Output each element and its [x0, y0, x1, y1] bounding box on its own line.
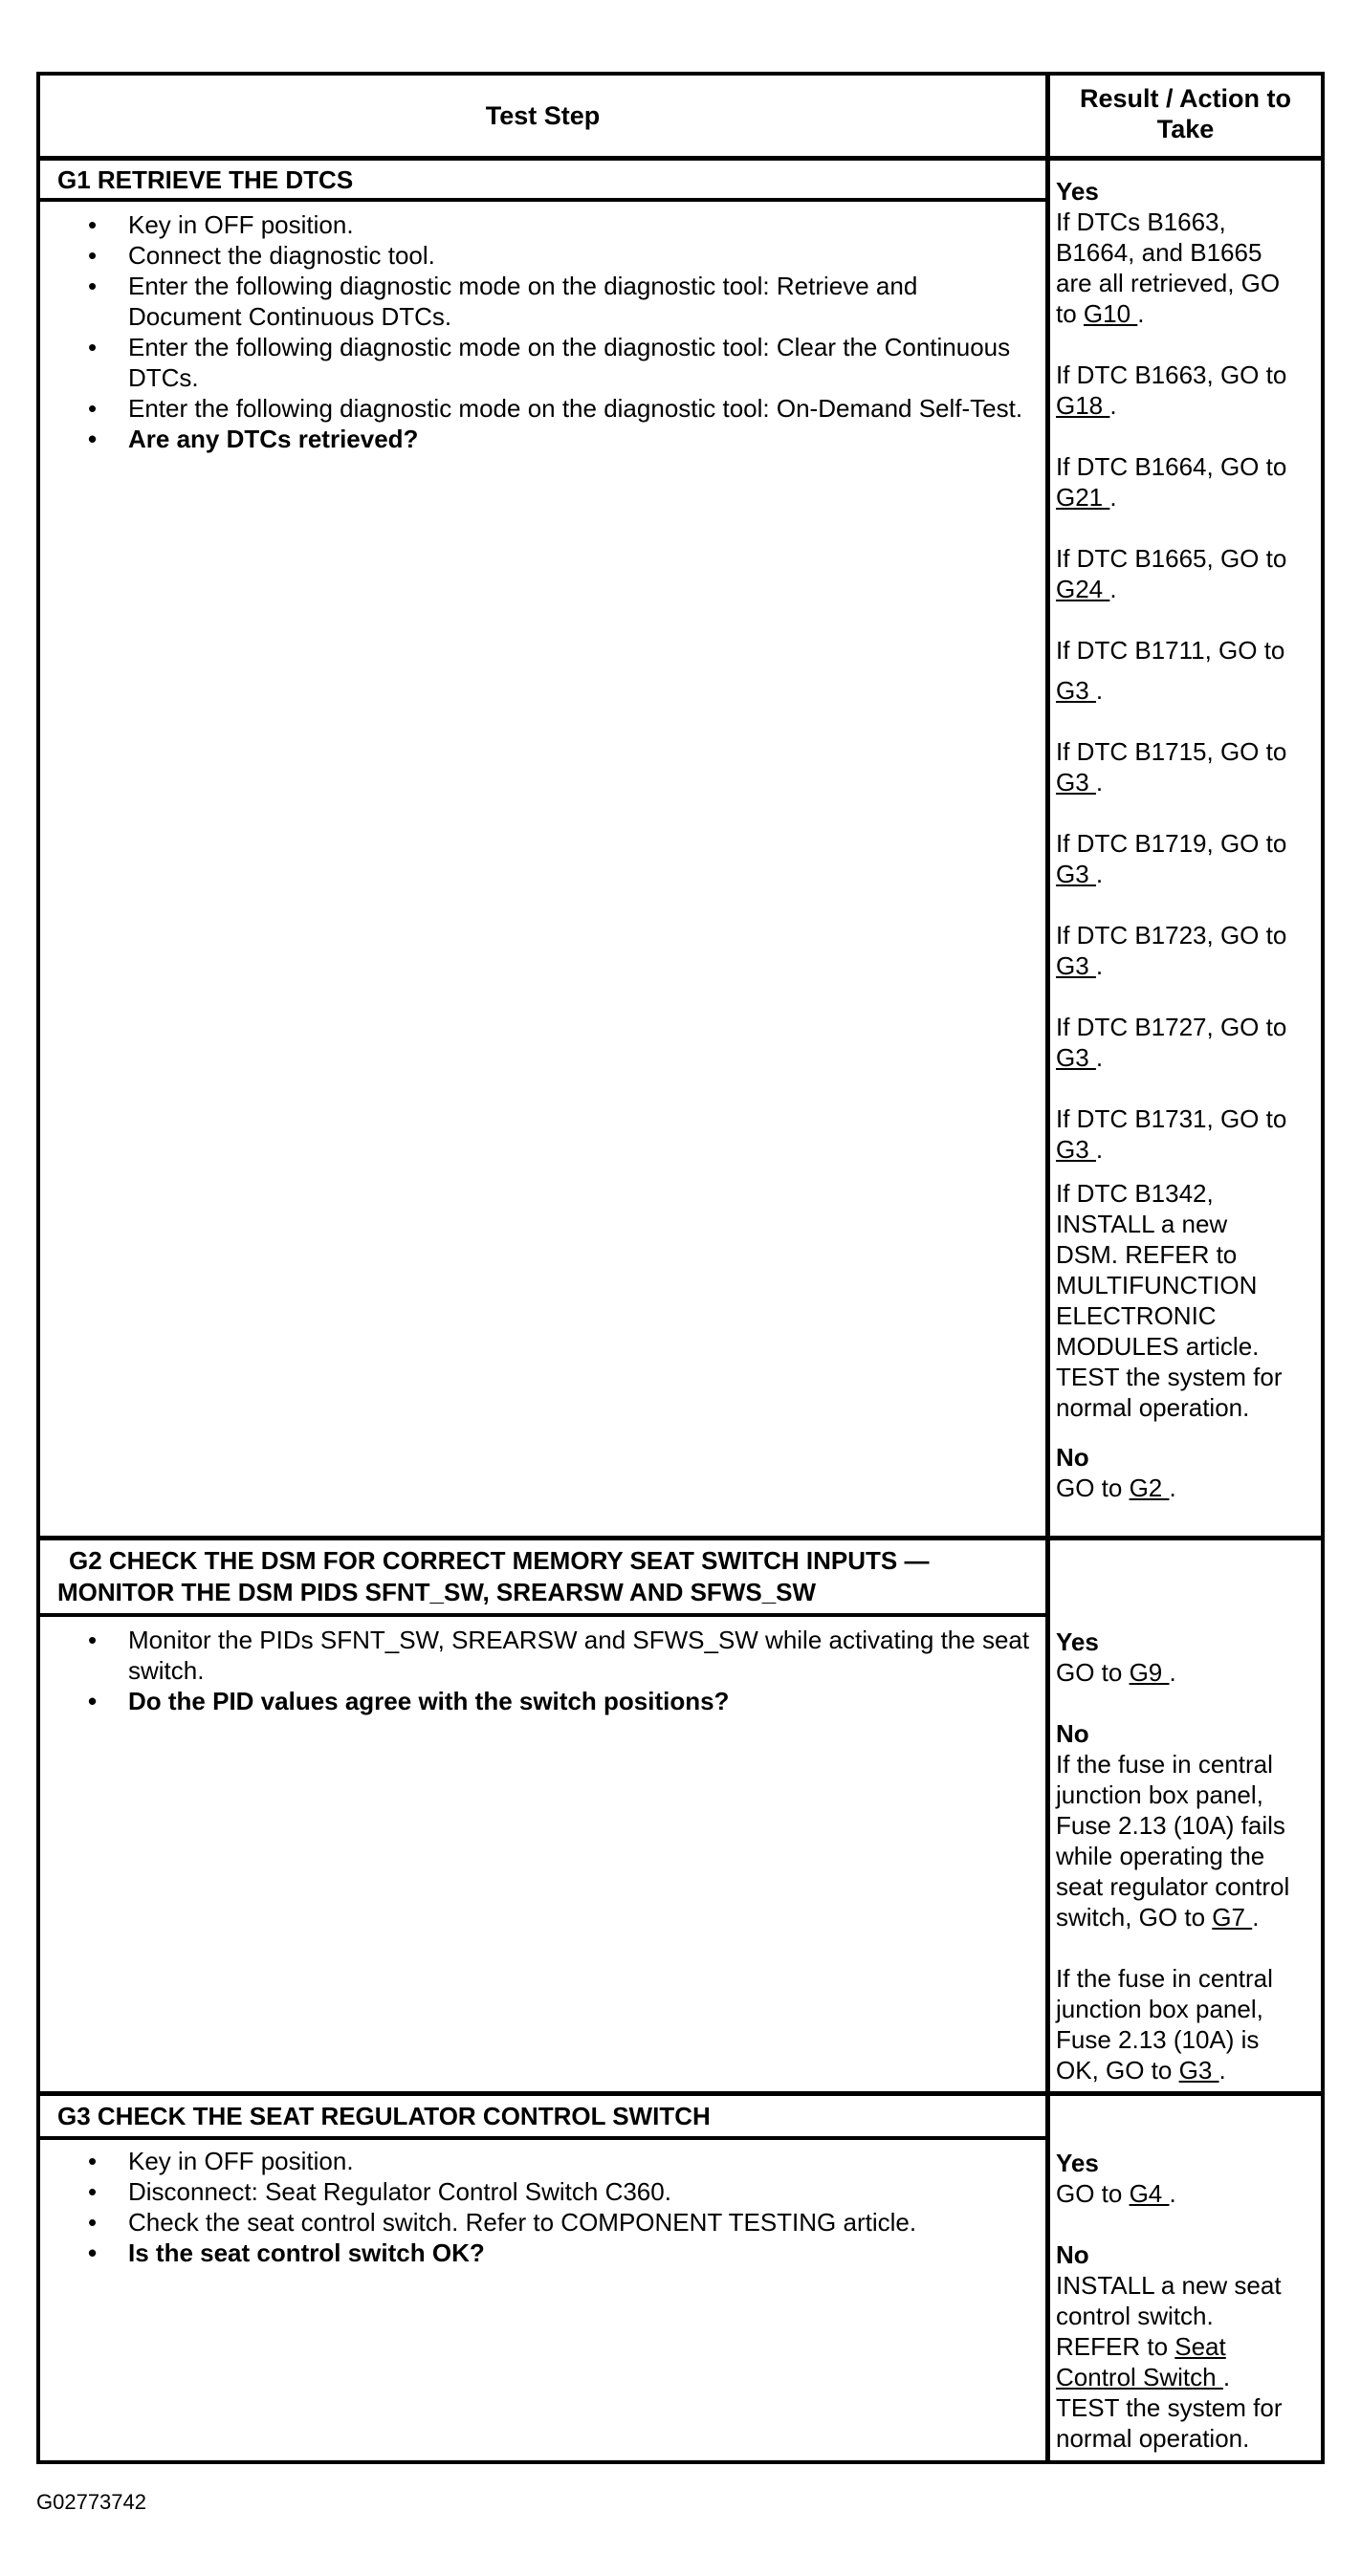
g1-result-text: B1664, and B1665 — [1056, 238, 1262, 267]
g3-result-text: TEST the system for — [1056, 2393, 1283, 2422]
g1-result-text: If DTC B1723, GO to — [1056, 921, 1287, 950]
g1-result-text: normal operation. — [1056, 1393, 1250, 1422]
link-g9[interactable]: G9 — [1129, 1658, 1170, 1687]
g2-result-text: junction box panel, — [1056, 1995, 1263, 2023]
g3-no-label: No — [1056, 2240, 1089, 2269]
g1-result-text: If DTC B1715, GO to — [1056, 737, 1287, 766]
g3-yes-text: GO to — [1056, 2179, 1130, 2208]
g1-results: Yes If DTCs B1663, B1664, and B1665 are all retrieved, GO to G10 . If DTC B1663, GO to G18 . If DTC B1664, GO to G21 . If DTC B1665, GO to G24 . If DTC B1711, GO to G3 . If DTC B1715, GO to G3 . If DTC B1719, GO to G3 . If DTC B1723, GO to G3 . If DTC B1727, GO to G3 . If DTC B1731, GO to G3 . If DTC B1342, INSTALL a new DSM. REFER to MULTIFUNCTION ELECTRONIC MODULES article. TEST the system for normal operation. No GO to G2 . — [1056, 176, 1357, 1503]
link-g3[interactable]: G3 — [1056, 860, 1096, 888]
g3-result-text: control switch. — [1056, 2302, 1214, 2330]
g1-result-text: ELECTRONIC — [1056, 1301, 1217, 1330]
g3-title-divider — [40, 2136, 1045, 2140]
g1-result-text: If DTC B1342, — [1056, 1179, 1214, 1208]
g2-no-label: No — [1056, 1719, 1089, 1748]
link-seat-control-switch[interactable]: Seat — [1174, 2332, 1226, 2361]
g1-yes-label: Yes — [1056, 177, 1099, 206]
diagnostic-table — [36, 72, 1325, 2464]
header-divider — [40, 156, 1321, 161]
g1-no-text: GO to — [1056, 1474, 1130, 1502]
g1-divider — [40, 1536, 1321, 1540]
g3-step: • Key in OFF position. — [88, 2146, 1035, 2176]
link-g18[interactable]: G18 — [1056, 391, 1110, 420]
header-result-line1: Result / Action to — [1080, 84, 1291, 113]
g1-result-text: INSTALL a new — [1056, 1210, 1228, 1238]
g1-title: G1 RETRIEVE THE DTCS — [57, 165, 354, 194]
link-g3[interactable]: G3 — [1178, 2056, 1219, 2085]
g2-title — [57, 1545, 929, 1608]
g1-step: • Connect the diagnostic tool. — [88, 240, 1035, 271]
column-divider — [1045, 76, 1050, 2460]
link-g2[interactable]: G2 — [1129, 1474, 1170, 1502]
g3-results: Yes GO to G4 . No INSTALL a new seat control switch. REFER to Seat Control Switch . TEST the system for normal operation. — [1056, 2148, 1357, 2454]
link-seat-control-switch[interactable]: Control Switch — [1056, 2363, 1223, 2391]
header-result-line2: Take — [1156, 115, 1215, 143]
g1-result-text: If DTC B1664, GO to — [1056, 452, 1287, 481]
g1-no-label: No — [1056, 1443, 1089, 1472]
link-g3[interactable]: G3 — [1056, 768, 1096, 797]
g1-result-text: If DTC B1663, GO to — [1056, 360, 1287, 389]
link-g3[interactable]: G3 — [1056, 951, 1096, 980]
g1-step: • Key in OFF position. — [88, 209, 1035, 240]
g2-result-text: If the fuse in central — [1056, 1750, 1273, 1779]
link-g7[interactable]: G7 — [1212, 1903, 1253, 1932]
g1-step: • Enter the following diagnostic mode on the diagnostic tool: Clear the Continuous DTCs. — [88, 332, 1035, 393]
g3-step: • Disconnect: Seat Regulator Control Switch C360. — [88, 2176, 1035, 2207]
g2-title-line2: MONITOR THE DSM PIDS SFNT_SW, SREARSW AND SFWS_SW — [57, 1578, 817, 1606]
g2-result-text: Fuse 2.13 (10A) is — [1056, 2025, 1260, 2054]
g2-yes-text: GO to — [1056, 1658, 1130, 1687]
link-g10[interactable]: G10 — [1083, 299, 1138, 328]
figure-id: G02773742 — [36, 2490, 146, 2514]
g1-result-text: If DTC B1719, GO to — [1056, 829, 1287, 858]
g1-result-text: are all retrieved, GO — [1056, 269, 1281, 297]
g2-results: Yes GO to G9 . No If the fuse in central junction box panel, Fuse 2.13 (10A) fails while operating the seat regulator control switch, GO to G7 . If the fuse in central junction box panel, Fuse 2.13 (10A) is OK, GO to G3 . — [1056, 1626, 1357, 2085]
g3-question: • Is the seat control switch OK? — [88, 2238, 1035, 2268]
g1-result-text: If DTC B1731, GO to — [1056, 1104, 1287, 1133]
g2-result-text: Fuse 2.13 (10A) fails — [1056, 1811, 1285, 1840]
g2-result-text: while operating the — [1056, 1842, 1265, 1870]
g1-result-text: TEST the system for — [1056, 1363, 1283, 1391]
g1-step: • Enter the following diagnostic mode on the diagnostic tool: Retrieve and Document Continuous DTCs. — [88, 271, 1035, 332]
link-g4[interactable]: G4 — [1129, 2179, 1170, 2208]
g3-result-text: REFER to — [1056, 2332, 1175, 2361]
g1-result-text: to — [1056, 299, 1084, 328]
g1-result-text: DSM. REFER to — [1056, 1240, 1238, 1269]
g2-title-divider — [40, 1613, 1045, 1617]
g1-result-text: If DTC B1727, GO to — [1056, 1013, 1287, 1041]
g1-dtc-b1342 — [1056, 1178, 1357, 1423]
g2-divider — [40, 2091, 1321, 2096]
g2-yes-label: Yes — [1056, 1627, 1099, 1656]
g3-title: G3 CHECK THE SEAT REGULATOR CONTROL SWITCH — [57, 2102, 711, 2130]
g2-question: • Do the PID values agree with the switch positions? — [88, 1686, 1035, 1716]
header-test-step: Test Step — [485, 101, 601, 130]
g1-steps — [88, 209, 1035, 454]
g1-step: • Enter the following diagnostic mode on the diagnostic tool: On-Demand Self-Test. — [88, 393, 1035, 424]
g2-result-text: seat regulator control — [1056, 1872, 1290, 1901]
link-g21[interactable]: G21 — [1056, 483, 1110, 512]
g1-question: • Are any DTCs retrieved? — [88, 424, 1035, 454]
link-g3[interactable]: G3 — [1056, 676, 1096, 705]
g1-title-divider — [40, 198, 1045, 202]
g3-steps — [88, 2146, 1035, 2268]
g3-result-text: INSTALL a new seat — [1056, 2271, 1282, 2300]
g2-result-text: If the fuse in central — [1056, 1964, 1273, 1993]
g2-result-text: OK, GO to — [1056, 2056, 1179, 2085]
link-g24[interactable]: G24 — [1056, 575, 1110, 603]
g3-result-text: normal operation. — [1056, 2424, 1250, 2453]
g1-result-text: MODULES article. — [1056, 1332, 1260, 1361]
header-result-action — [1050, 83, 1321, 144]
g1-result-text: If DTC B1665, GO to — [1056, 544, 1287, 573]
g2-steps — [88, 1625, 1035, 1716]
g3-yes-label: Yes — [1056, 2149, 1099, 2177]
g2-step: • Monitor the PIDs SFNT_SW, SREARSW and SFWS_SW while activating the seat switch. — [88, 1625, 1035, 1686]
link-g3[interactable]: G3 — [1056, 1043, 1096, 1072]
g2-result-text: switch, GO to — [1056, 1903, 1213, 1932]
g2-result-text: junction box panel, — [1056, 1780, 1263, 1809]
g2-title-line1: G2 CHECK THE DSM FOR CORRECT MEMORY SEAT SWITCH INPUTS — — [69, 1546, 930, 1575]
g1-result-text: If DTCs B1663, — [1056, 207, 1226, 236]
g1-result-text: MULTIFUNCTION — [1056, 1271, 1258, 1299]
g1-result-text: If DTC B1711, GO to — [1056, 636, 1285, 665]
link-g3[interactable]: G3 — [1056, 1135, 1096, 1164]
g3-step: • Check the seat control switch. Refer to COMPONENT TESTING article. — [88, 2207, 1035, 2238]
